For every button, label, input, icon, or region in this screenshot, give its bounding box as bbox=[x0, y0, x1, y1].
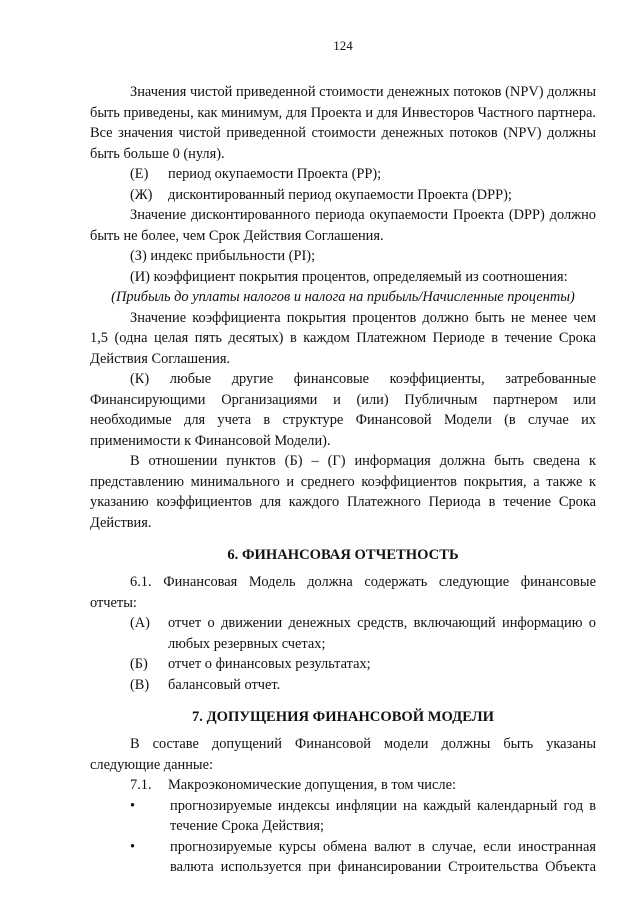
paragraph-6-1: 6.1. Финансовая Модель должна содержать следующие финансовые отчеты: bbox=[90, 574, 596, 611]
list-item-e bbox=[90, 164, 596, 185]
list-text: отчет о финансовых результатах; bbox=[168, 656, 371, 672]
paragraph-coverage-value: Значение коэффициента покрытия процентов должно быть не менее чем 1,5 (одна целая пять десятых) в каждом Платежном Периоде в течение Срока Действия Соглашения. bbox=[90, 309, 596, 367]
paragraph-pi: (З) индекс прибыльности (PI); bbox=[130, 248, 316, 264]
paragraph-interest-coverage: (И) коэффициент покрытия процентов, определяемый из соотношения: bbox=[130, 268, 568, 285]
bullet-marker: • bbox=[130, 797, 136, 814]
bullet-text: прогнозируемые курсы обмена валют в случае, если иностранная валюта используется при финансировании Строительства Объекта bbox=[170, 838, 596, 875]
list-text: период окупаемости Проекта (PP); bbox=[168, 166, 382, 182]
list-marker: (Б) bbox=[130, 656, 148, 672]
list-marker: (Ж) bbox=[130, 186, 153, 203]
list-item-zh bbox=[90, 185, 596, 206]
bullet-item-exchange bbox=[90, 837, 596, 878]
list-text: Макроэкономические допущения, в том числе: bbox=[168, 777, 456, 793]
list-marker: 7.1. bbox=[130, 777, 152, 793]
list-item-b bbox=[90, 654, 596, 675]
list-marker: (В) bbox=[130, 676, 150, 693]
list-text: дисконтированный период окупаемости Проекта (DPP); bbox=[168, 186, 512, 203]
list-item-7-1 bbox=[90, 775, 596, 796]
list-text: балансовый отчет. bbox=[168, 676, 281, 693]
section-heading-7: 7. ДОПУЩЕНИЯ ФИНАНСОВОЙ МОДЕЛИ bbox=[191, 709, 494, 725]
list-marker: (А) bbox=[130, 615, 150, 631]
list-item-a bbox=[90, 613, 596, 654]
bullet-item-inflation bbox=[90, 796, 596, 837]
bullet-text: прогнозируемые индексы инфляции на каждый календарный год в течение Срока Действия; bbox=[170, 797, 596, 834]
formula: (Прибыль до уплаты налогов и налога на прибыль/Начисленные проценты) bbox=[111, 289, 575, 305]
section-heading-6: 6. ФИНАНСОВАЯ ОТЧЕТНОСТЬ bbox=[227, 547, 459, 563]
paragraph-npv: Значения чистой приведенной стоимости денежных потоков (NPV) должны быть приведены, как минимум, для Проекта и для Инвесторов Частного партнера. Все значения чистой приведенной стоимости денежных потоков (NPV) должны быть больше 0 (нуля). bbox=[90, 84, 596, 162]
list-marker: (Е) bbox=[130, 166, 149, 182]
paragraph-other-ratios: (К) любые другие финансовые коэффициенты, затребованные Финансирующими Организациями и (или) Публичным партнером или необходимые для учета в структуре Финансовой Модели (в случае их применимости к Финансовой Модели). bbox=[90, 371, 596, 449]
list-item-v bbox=[90, 675, 596, 696]
bullet-marker: • bbox=[130, 838, 136, 855]
page-number: 124 bbox=[333, 38, 353, 53]
paragraph-assumptions: В составе допущений Финансовой модели должны быть указаны следующие данные: bbox=[90, 736, 596, 773]
paragraph-points-b-g: В отношении пунктов (Б) – (Г) информация должна быть сведена к представлению минимального и среднего коэффициентов покрытия, а также к указанию коэффициентов для каждого Платежного Периода в течение Срока Действия. bbox=[90, 453, 596, 531]
paragraph-dpp: Значение дисконтированного периода окупаемости Проекта (DPP) должно быть не более, чем Срок Действия Соглашения. bbox=[90, 207, 596, 244]
list-text: отчет о движении денежных средств, включающий информацию о любых резервных счетах; bbox=[168, 615, 596, 652]
